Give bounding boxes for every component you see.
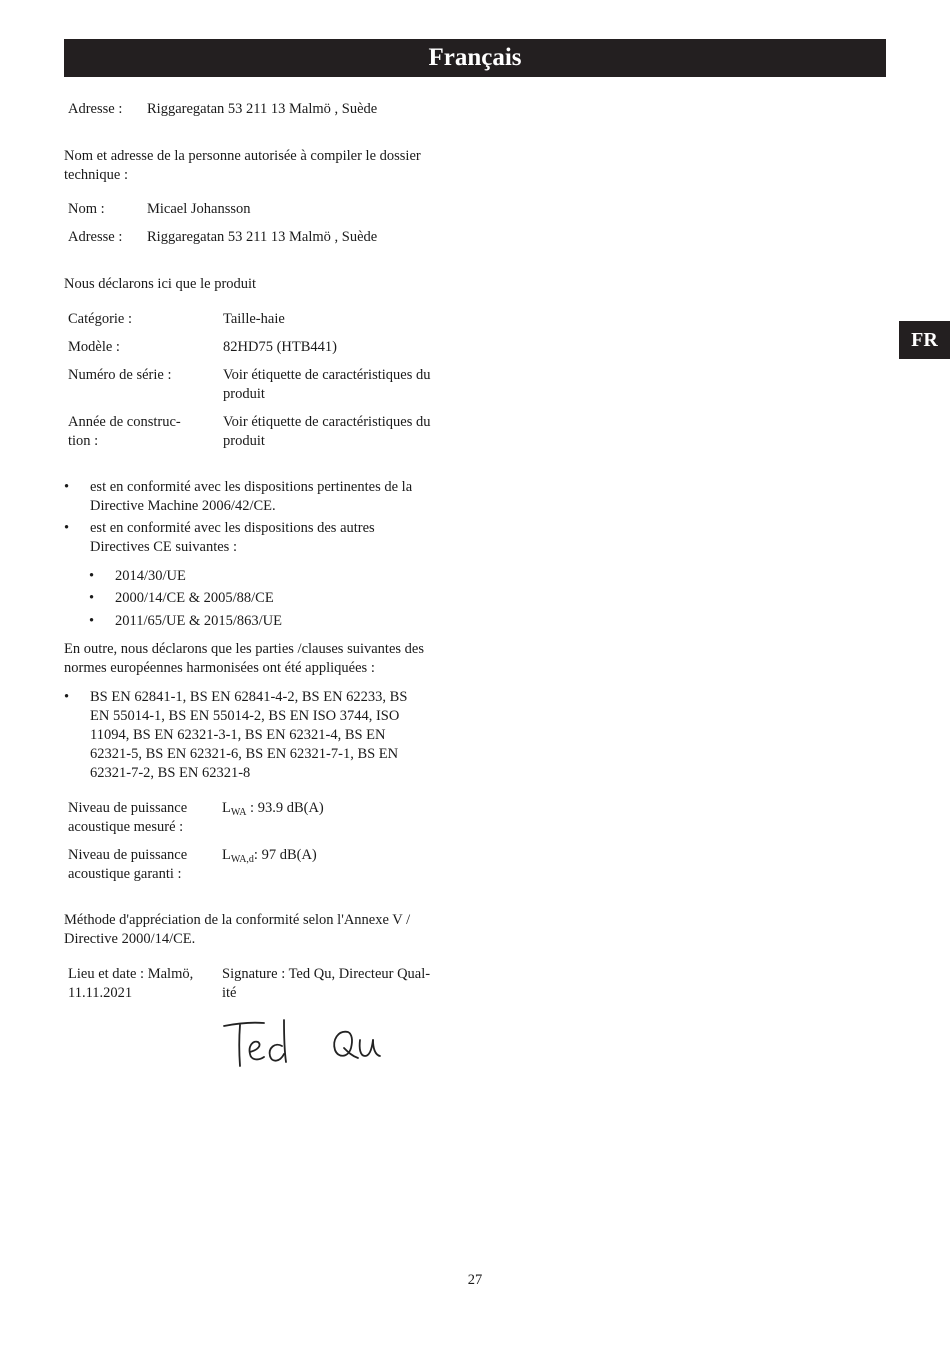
sound-guaranteed-label-line: acoustique garanti : [68,866,182,882]
sound-measured-number: : 93.9 dB(A) [246,800,324,816]
sound-guaranteed-label [68,846,187,884]
standards-intro-line: En outre, nous déclarons que les parties /clauses suivantes des [64,641,424,657]
standards-bullet [64,688,470,783]
product-year-label [68,413,181,451]
sound-measured-label-line: acoustique mesuré : [68,819,184,835]
sound-subscript: WA,d [230,854,254,865]
product-year-value-line: Voir étiquette de caractéristiques du [223,414,431,430]
bullet-dot: • [89,590,95,606]
signature-caption-line: ité [222,985,237,1001]
product-model-label: Modèle : [68,339,120,355]
tech-file-intro-line: technique : [64,167,129,183]
assessment-method-line: Directive 2000/14/CE. [64,931,196,947]
tech-file-address-label: Adresse : [68,229,123,245]
directive-item [89,612,495,631]
sound-subscript: WA [230,807,247,818]
handwritten-signature [220,1012,400,1074]
product-year-value-line: produit [223,433,265,449]
conformity-bullet-other [64,519,470,557]
place-date-line: Lieu et date : Malmö, [68,966,194,982]
standards-line: 62321-7-2, BS EN 62321-8 [90,765,251,781]
standards-line: 62321-5, BS EN 62321-6, BS EN 62321-7-1, BS EN [90,746,399,762]
sound-symbol: L [222,800,231,816]
directive-text: 2014/30/UE [115,568,186,584]
product-year-value [223,413,431,451]
conformity-bullet-line: est en conformité avec les dispositions des autres [90,520,375,536]
directive-item [89,589,495,608]
conformity-bullet-line: Directives CE suivantes : [90,539,237,555]
standards-intro [64,640,464,678]
standards-intro-line: normes européennes harmonisées ont été appliquées : [64,660,375,676]
sound-guaranteed-value [222,846,317,866]
bullet-dot: • [64,689,70,705]
assessment-method [64,911,464,949]
conformity-bullet-line: est en conformité avec les dispositions pertinentes de la [90,479,413,495]
manufacturer-address-label: Adresse : [68,101,123,117]
tech-file-name-label: Nom : [68,201,105,217]
sound-measured-label-line: Niveau de puissance [68,800,188,816]
product-year-label-line: tion : [68,433,99,449]
tech-file-intro [64,147,464,185]
product-category-value: Taille-haie [223,311,285,327]
tech-file-name-value: Micael Johansson [147,201,251,217]
signature-caption-line: Signature : Ted Qu, Directeur Qual- [222,966,431,982]
language-tab: FR [899,321,950,359]
sound-guaranteed-label-line: Niveau de puissance [68,847,188,863]
bullet-dot: • [89,568,95,584]
sound-symbol: L [222,847,231,863]
directive-text: 2000/14/CE & 2005/88/CE [115,590,274,606]
conformity-bullet-line: Directive Machine 2006/42/CE. [90,498,276,514]
signature-caption [222,965,472,1003]
manufacturer-address-value: Riggaregatan 53 211 13 Malmö , Suède [147,101,378,117]
product-serial-value [223,366,431,404]
product-serial-label: Numéro de série : [68,367,172,383]
tech-file-intro-line: Nom et adresse de la personne autorisée à compiler le dossier [64,148,421,164]
sound-measured-value [222,799,324,819]
bullet-dot: • [64,479,70,495]
conformity-bullet-machine [64,478,470,516]
page-number: 27 [467,1272,483,1288]
place-date-line: 11.11.2021 [68,985,133,1001]
product-intro: Nous déclarons ici que le produit [64,276,257,292]
product-serial-value-line: produit [223,386,265,402]
standards-line: BS EN 62841-1, BS EN 62841-4-2, BS EN 62233, BS [90,689,408,705]
assessment-method-line: Méthode d'appréciation de la conformité selon l'Annexe V / [64,912,411,928]
sound-measured-label [68,799,187,837]
sound-guaranteed-number: : 97 dB(A) [253,847,317,863]
place-date [68,965,218,1003]
directive-text: 2011/65/UE & 2015/863/UE [115,613,283,629]
bullet-dot: • [64,520,70,536]
page-title: Français [64,39,886,77]
product-year-label-line: Année de construc- [68,414,181,430]
product-serial-value-line: Voir étiquette de caractéristiques du [223,367,431,383]
tech-file-address-value: Riggaregatan 53 211 13 Malmö , Suède [147,229,378,245]
product-model-value: 82HD75 (HTB441) [223,339,337,355]
bullet-dot: • [89,613,95,629]
standards-line: EN 55014-1, BS EN 55014-2, BS EN ISO 3744, ISO [90,708,400,724]
standards-line: 11094, BS EN 62321-3-1, BS EN 62321-4, BS EN [90,727,386,743]
directive-item [89,567,495,586]
product-category-label: Catégorie : [68,311,133,327]
